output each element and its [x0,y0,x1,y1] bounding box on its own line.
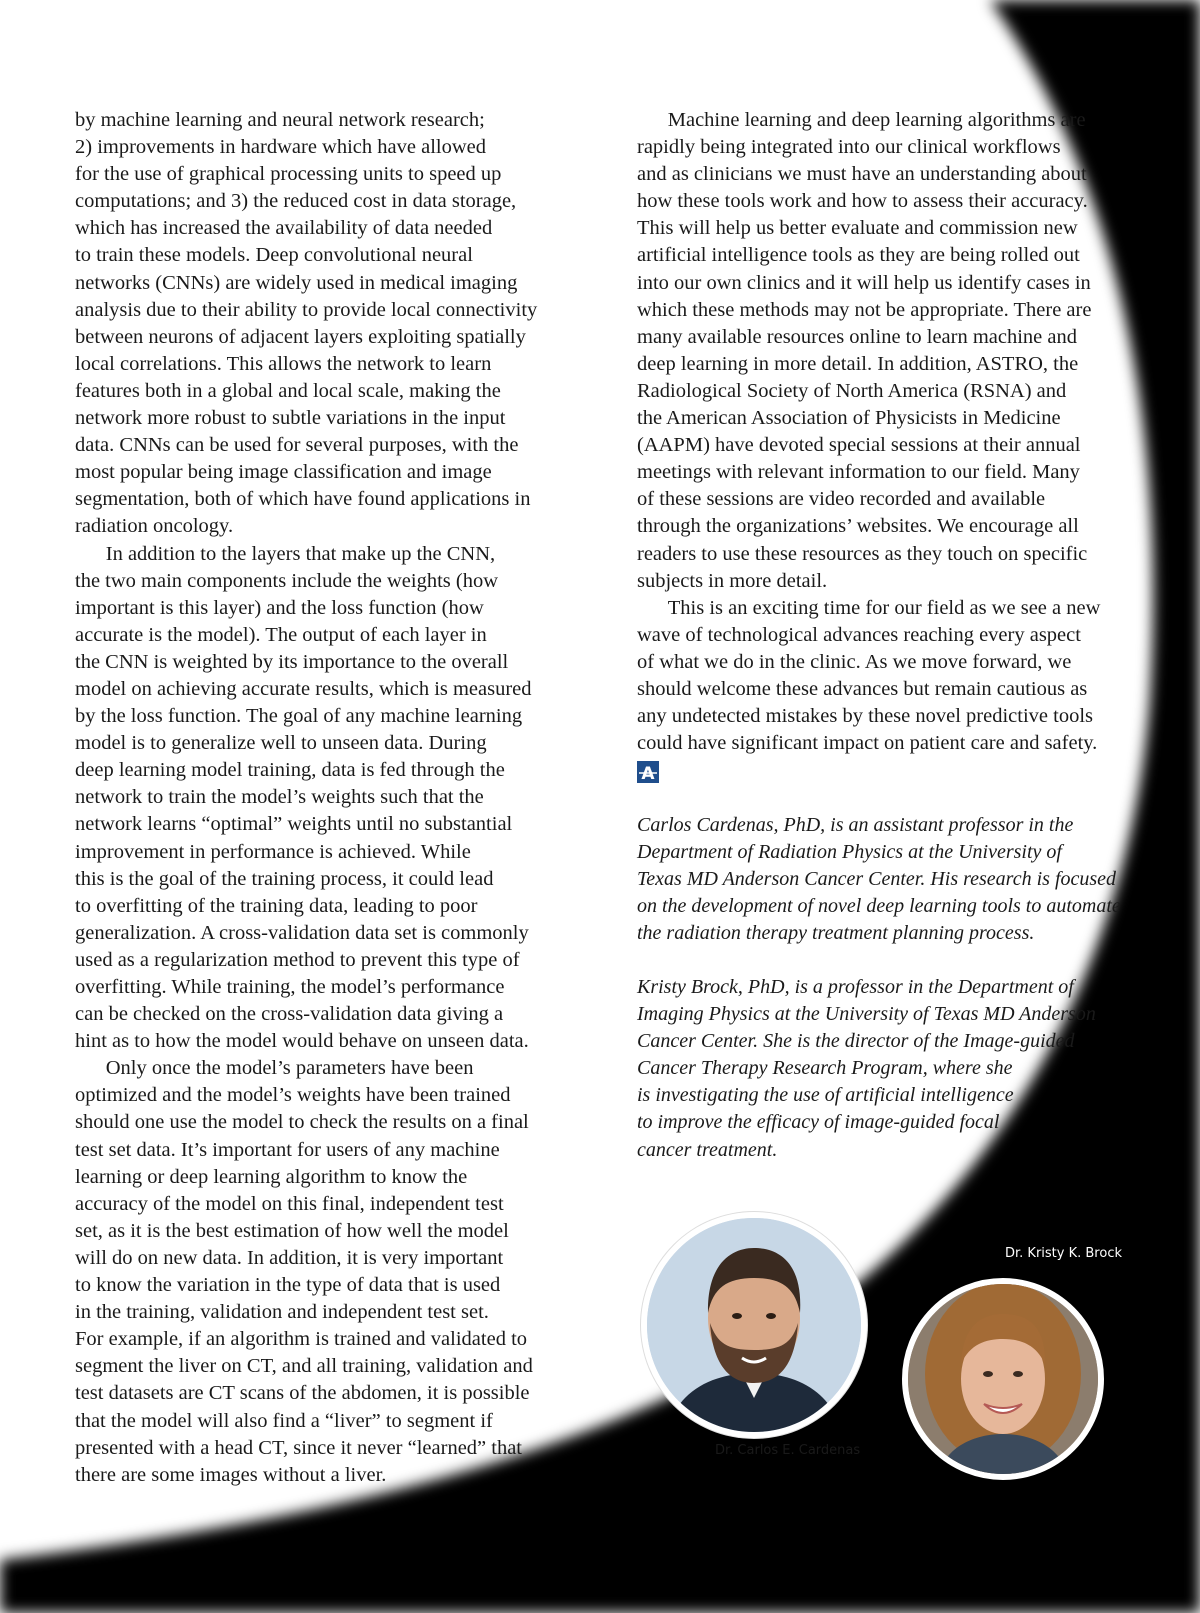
body-text-line: between neurons of adjacent layers exploiting spatially [75,325,526,348]
body-text-line: should one use the model to check the results on a final [75,1111,529,1134]
caption-kristy-brock: Dr. Kristy K. Brock [1005,1246,1122,1261]
article-left-column [75,107,565,1489]
svg-text:A: A [641,764,655,784]
body-text-line: radiation oncology. [75,515,234,538]
body-text-line: meetings with relevant information to our field. Many [637,461,1080,484]
body-text-line: through the organizations’ websites. We encourage all [637,515,1079,538]
body-text-line: deep learning model training, data is fed through the [75,759,505,782]
bio-text-line: Kristy Brock, PhD, is a professor in the Department of [637,976,1074,998]
body-text-line: of these sessions are video recorded and available [637,488,1046,511]
bio-text-line: Carlos Cardenas, PhD, is an assistant professor in the [637,814,1074,836]
body-text-line: test set data. It’s important for users of any machine [75,1138,500,1161]
body-text-line: the American Association of Physicists in Medicine [637,407,1061,430]
body-text-line: learning or deep learning algorithm to know the [75,1165,468,1188]
body-text-line: by machine learning and neural network research; [75,109,485,131]
body-text-line: artificial intelligence tools as they are being rolled out [637,244,1080,267]
body-text-line: (AAPM) have devoted special sessions at their annual [637,434,1081,457]
body-text-line: Machine learning and deep learning algorithms are [637,109,1086,131]
body-text-line: used as a regularization method to prevent this type of [75,948,520,971]
body-text-line: and as clinicians we must have an understanding about [637,163,1087,186]
bio-text-line: the radiation therapy treatment planning process. [637,922,1035,945]
body-text-line: will do on new data. In addition, it is very important [75,1246,504,1269]
body-text-line: segmentation, both of which have found applications in [75,488,531,511]
bio-text-line: Department of Radiation Physics at the University of [637,841,1062,864]
body-text-line: rapidly being integrated into our clinical workflows [637,136,1061,159]
body-text-line: model on achieving accurate results, which is measured [75,677,532,700]
body-text-line: presented with a head CT, since it never “learned” that [75,1436,523,1459]
body-text-line: can be checked on the cross-validation data giving a [75,1003,504,1026]
body-text-line: there are some images without a liver. [75,1463,387,1486]
body-text-line: test datasets are CT scans of the abdomen, it is possible [75,1382,530,1405]
body-text-line: This will help us better evaluate and commission new [637,217,1078,240]
body-text-line: accurate is the model). The output of each layer in [75,623,487,646]
body-text-line: local correlations. This allows the network to learn [75,352,492,375]
body-text-line: In addition to the layers that make up the CNN, [75,542,496,565]
body-text-line: generalization. A cross-validation data set is commonly [75,921,529,944]
body-text-line: network more robust to subtle variations in the input [75,407,506,430]
body-text-line: deep learning in more detail. In addition, ASTRO, the [637,352,1079,375]
portrait-kristy-brock [902,1278,1104,1480]
body-text-line: network learns “optimal” weights until no substantial [75,813,513,836]
bio-text-line: to improve the efficacy of image-guided focal [637,1111,1000,1134]
body-text-line: optimized and the model’s weights have been trained [75,1084,511,1107]
body-text-line: This is an exciting time for our field as we see a new [637,596,1101,619]
body-text-line: data. CNNs can be used for several purposes, with the [75,434,519,457]
body-text-line: model is to generalize well to unseen data. During [75,732,487,755]
body-text-line: by the loss function. The goal of any machine learning [75,705,523,728]
body-text-line: network to train the model’s weights such that the [75,786,484,809]
aa-logo-icon [637,761,659,791]
body-text-line: overfitting. While training, the model’s performance [75,976,505,998]
body-text-line: hint as to how the model would behave on unseen data. [75,1030,529,1053]
body-text-line: the CNN is weighted by its importance to the overall [75,650,509,673]
body-text-line: computations; and 3) the reduced cost in data storage, [75,190,517,213]
bio-text-line: Imaging Physics at the University of Texas MD Anderson [637,1003,1096,1026]
body-text-line: accuracy of the model on this final, independent test [75,1192,504,1215]
body-text-line: readers to use these resources as they touch on specific [637,542,1088,565]
body-text-line: to know the variation in the type of data that is used [75,1274,501,1297]
body-text-line: the two main components include the weights (how [75,569,499,592]
bio-text-line: is investigating the use of artificial intelligence [637,1084,1014,1107]
body-text-line: this is the goal of the training process, it could lead [75,867,494,890]
body-text-line: which has increased the availability of data needed [75,217,493,240]
bio-text-line: Cancer Therapy Research Program, where she [637,1057,1013,1080]
body-text-line: many available resources online to learn machine and [637,325,1077,348]
body-text-line: important is this layer) and the loss function (how [75,596,484,619]
body-text-line: how these tools work and how to assess their accuracy. [637,190,1088,213]
body-text-line: that the model will also find a “liver” to segment if [75,1409,493,1432]
body-text-line: into our own clinics and it will help us identify cases in [637,271,1091,294]
body-text-line: in the training, validation and independent test set. [75,1301,489,1324]
body-text-line: 2) improvements in hardware which have allowed [75,136,487,159]
body-text-line: For example, if an algorithm is trained and validated to [75,1328,528,1351]
body-text-line: should welcome these advances but remain cautious as [637,677,1088,700]
body-text-line: most popular being image classification and image [75,461,492,484]
body-text-line: subjects in more detail. [637,569,828,592]
bio-text-line: cancer treatment. [637,1138,778,1161]
bio-text-line: Cancer Center. She is the director of the Image-guided [637,1030,1075,1053]
body-text-line: Radiological Society of North America (RSNA) and [637,379,1067,402]
body-text-line: to overfitting of the training data, leading to poor [75,894,478,917]
body-text-line: analysis due to their ability to provide local connectivity [75,298,538,321]
author-bio-brock [637,974,1096,1164]
body-text-line: Only once the model’s parameters have been [75,1057,474,1080]
body-text-line: of what we do in the clinic. As we move forward, we [637,650,1072,673]
body-text-line: any undetected mistakes by these novel predictive tools [637,705,1093,728]
author-bio-cardenas [637,812,1121,947]
body-text-line: set, as it is the best estimation of how well the model [75,1219,509,1242]
body-text-line: networks (CNNs) are widely used in medical imaging [75,271,518,294]
caption-carlos-cardenas: Dr. Carlos E. Cardenas [715,1443,861,1458]
body-text-line: improvement in performance is achieved. While [75,840,471,863]
body-text-line: for the use of graphical processing units to speed up [75,163,502,186]
right-column-text [637,107,1127,757]
bio-text-line: on the development of novel deep learning tools to automate [637,895,1121,918]
body-text-line: could have significant impact on patient care and safety. [637,732,1098,755]
body-text-line: segment the liver on CT, and all training, validation and [75,1355,533,1378]
body-text-line: which these methods may not be appropriate. There are [637,298,1092,321]
bio-text-line: Texas MD Anderson Cancer Center. His research is focused [637,868,1117,891]
portrait-carlos-cardenas [641,1212,867,1438]
body-text-line: to train these models. Deep convolutional neural [75,244,473,267]
body-text-line: features both in a global and local scale, making the [75,379,501,402]
article-right-column [637,107,1127,791]
body-text-line: wave of technological advances reaching every aspect [637,623,1081,646]
